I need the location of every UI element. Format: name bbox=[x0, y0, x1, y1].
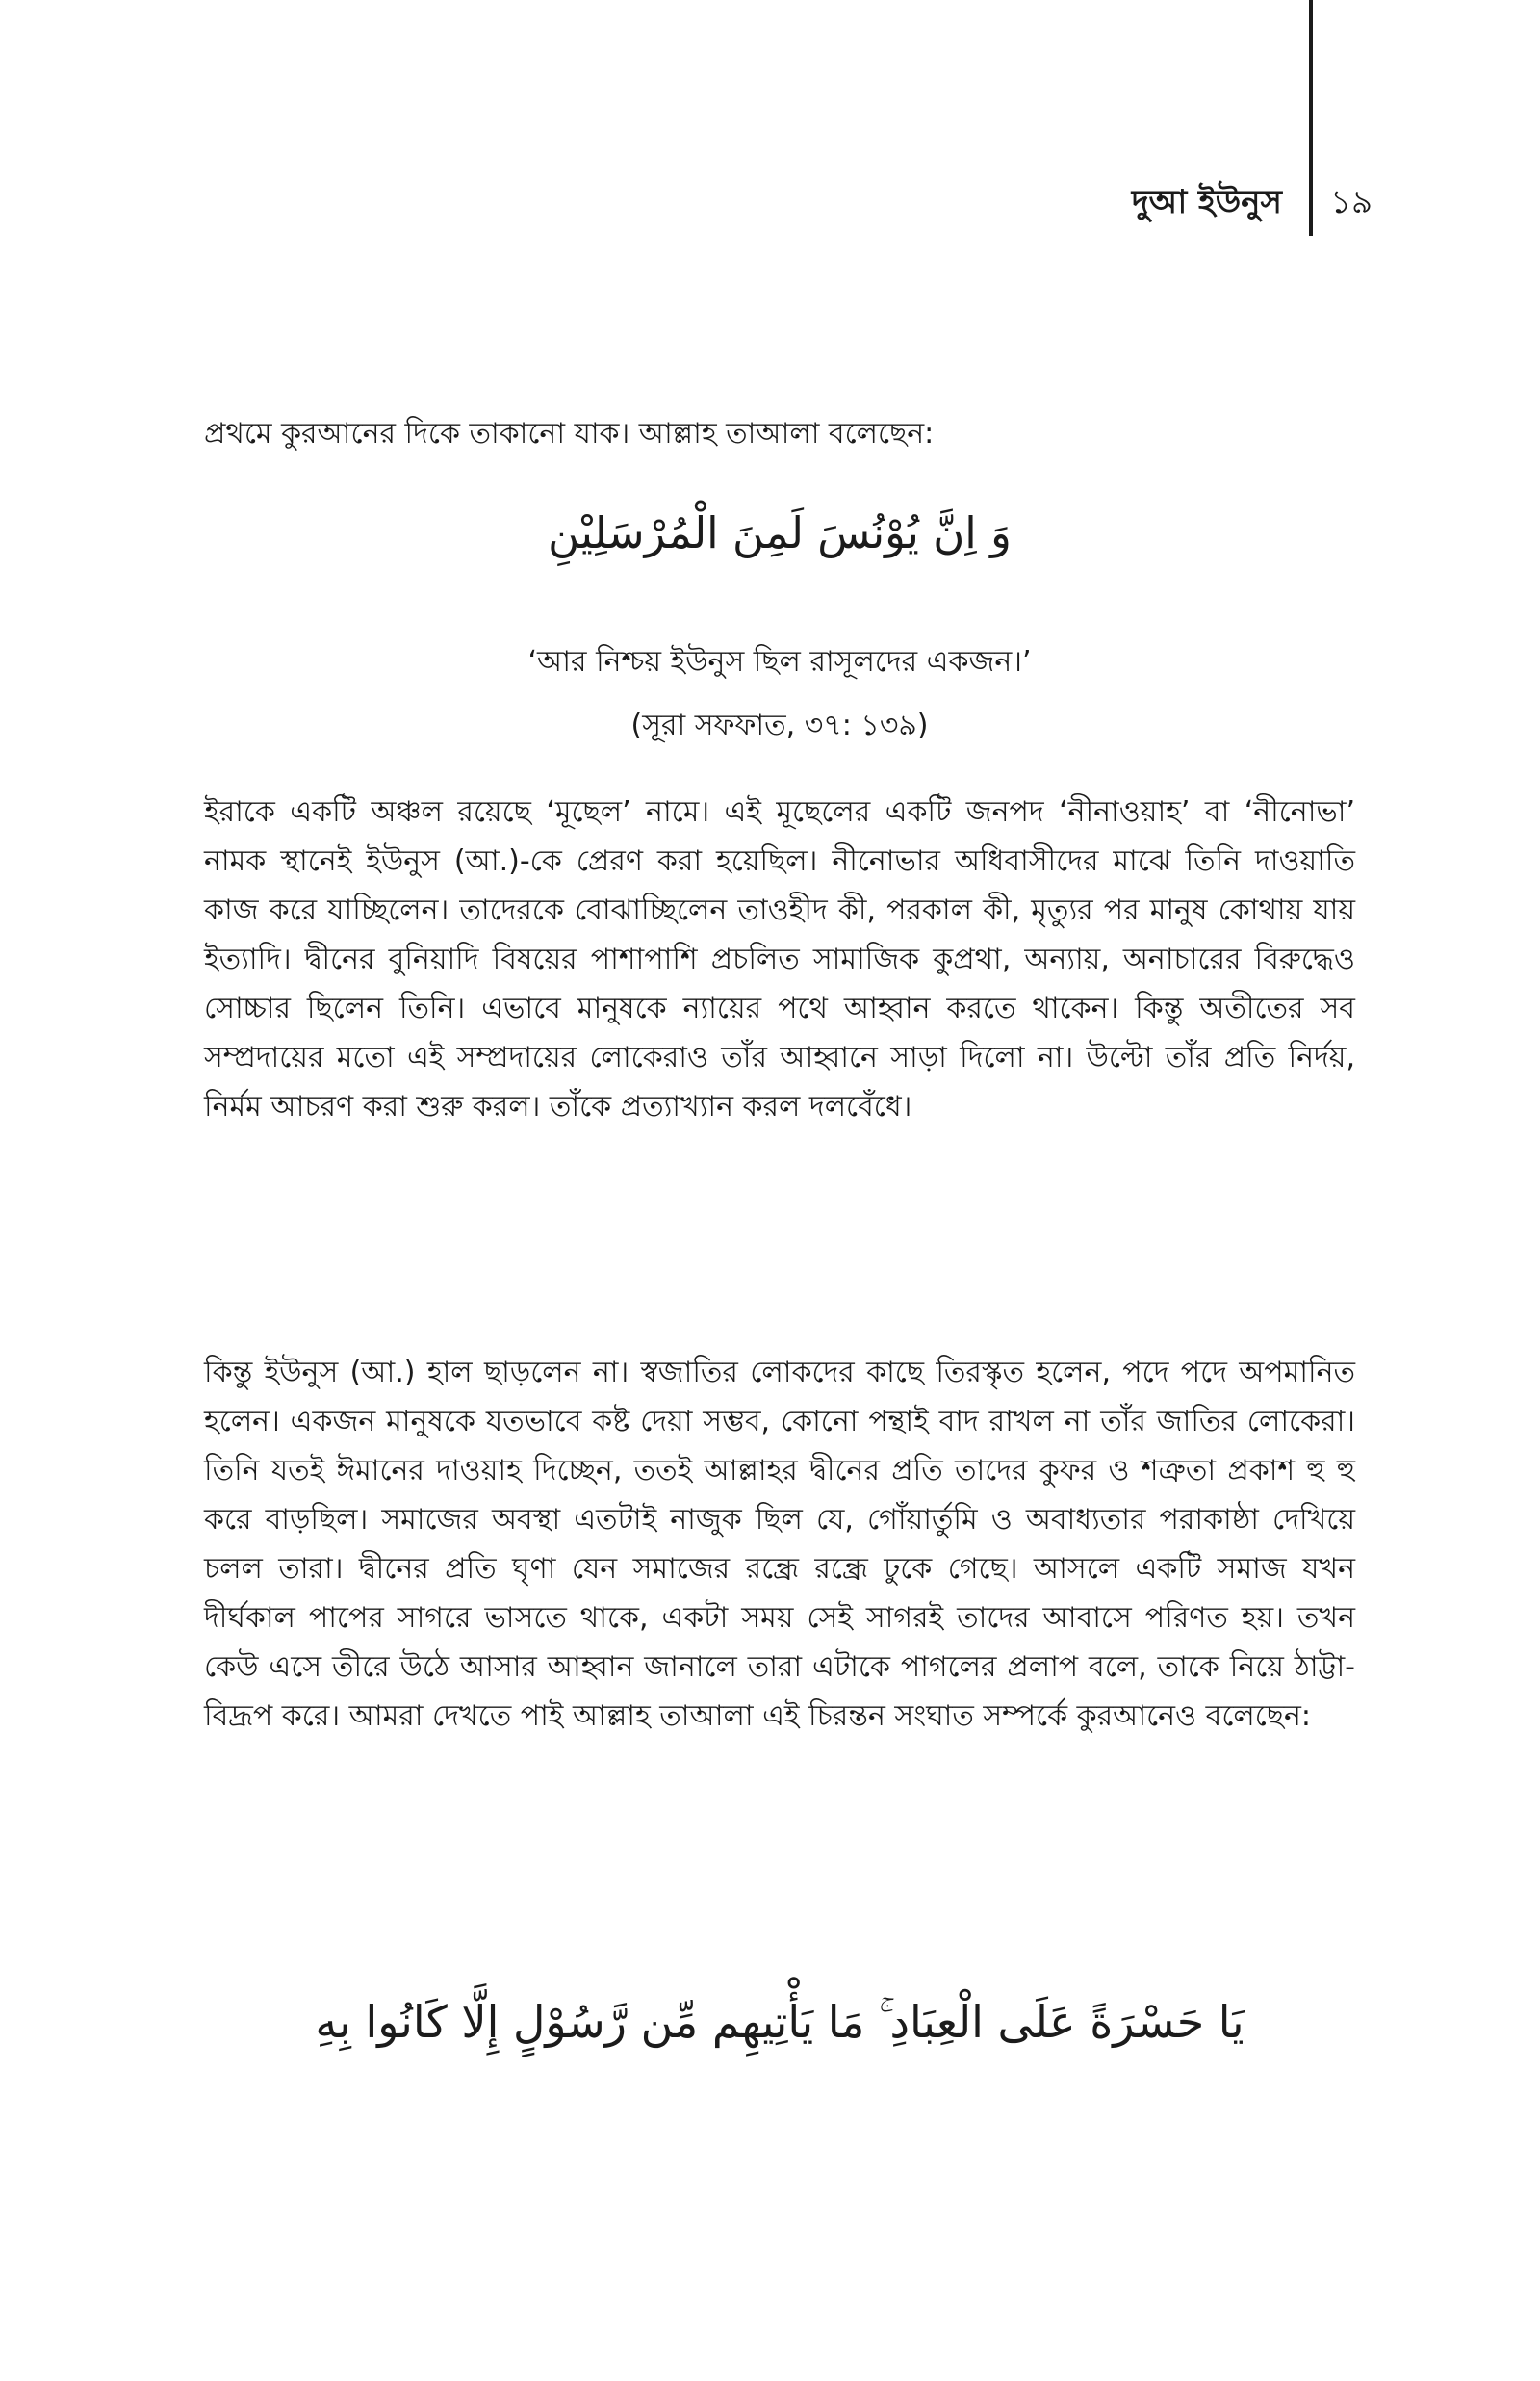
verse-reference: (সূরা সফফাত, ৩৭: ১৩৯) bbox=[630, 709, 929, 742]
arabic-verse-1: وَ اِنَّ يُوْنُسَ لَمِنَ الْمُرْسَلِيْنِ bbox=[548, 507, 1012, 558]
verse-translation: ‘আর নিশ্চয় ইউনুস ছিল রাসূলদের একজন।’ bbox=[527, 645, 1032, 679]
arabic-verse-2: يَا حَسْرَةً عَلَى الْعِبَادِ ۚ مَا يَأْتِيهِم مِّن رَّسُوْلٍ إِلَّا كَانُوا بِهِ bbox=[315, 1996, 1245, 2048]
running-header-title: দুআ ইউনুস bbox=[1131, 183, 1282, 221]
paragraph-2: কিন্তু ইউনুস (আ.) হাল ছাড়লেন না। স্বজাতির লোকদের কাছে তিরস্কৃত হলেন, পদে পদে অপমানিত হলেন। একজন মানুষকে যতভাবে কষ্ট দেয়া সম্ভব, কোনো পন্থাই বাদ রাখল না তাঁর জাতির লোকেরা। তিনি যতই ঈমানের দাওয়াহ দিচ্ছেন, ততই আল্লাহর দ্বীনের প্রতি তাদের কুফর ও শত্রুতা প্রকাশ হু হু করে বাড়ছিল। সমাজের অবস্থা এতটাই নাজুক ছিল যে, গোঁয়ার্তুমি ও অবাধ্যতার পরাকাষ্ঠা দেখিয়ে চলল তারা। দ্বীনের প্রতি ঘৃণা যেন সমাজের রন্ধ্রে রন্ধ্রে ঢুকে গেছে। আসলে একটি সমাজ যখন দীর্ঘকাল পাপের সাগরে ভাসতে থাকে, একটা সময় সেই সাগরই তাদের আবাসে পরিণত হয়। তখন কেউ এসে তীরে উঠে আসার আহ্বান জানালে তারা এটাকে পাগলের প্রলাপ বলে, তাকে নিয়ে ঠাট্টা-বিদ্রূপ করে। আমরা দেখতে পাই আল্লাহ তাআলা এই চিরন্তন সংঘাত সম্পর্কে কুরআনেও বলেছেন: bbox=[204, 1356, 1355, 1733]
header-divider bbox=[1309, 0, 1313, 236]
intro-text: প্রথমে কুরআনের দিকে তাকানো যাক। আল্লাহ তাআলা বলেছেন: bbox=[204, 417, 935, 451]
paragraph-1: ইরাকে একটি অঞ্চল রয়েছে ‘মূছেল’ নামে। এই মূছেলের একটি জনপদ ‘নীনাওয়াহ’ বা ‘নীনোভা’ নামক স্থানেই ইউনুস (আ.)-কে প্রেরণ করা হয়েছিল। নীনোভার অধিবাসীদের মাঝে তিনি দাওয়াতি কাজ করে যাচ্ছিলেন। তাদেরকে বোঝাচ্ছিলেন তাওহীদ কী, পরকাল কী, মৃত্যুর পর মানুষ কোথায় যায় ইত্যাদি। দ্বীনের বুনিয়াদি বিষয়ের পাশাপাশি প্রচলিত সামাজিক কুপ্রথা, অন্যায়, অনাচারের বিরুদ্ধেও সোচ্চার ছিলেন তিনি। এভাবে মানুষকে ন্যায়ের পথে আহ্বান করতে থাকেন। কিন্তু অতীতের সব সম্প্রদায়ের মতো এই সম্প্রদায়ের লোকেরাও তাঁর আহ্বানে সাড়া দিলো না। উল্টো তাঁর প্রতি নির্দয়, নির্মম আচরণ করা শুরু করল। তাঁকে প্রত্যাখ্যান করল দলবেঁধে। bbox=[204, 795, 1355, 1124]
page-number: ১৯ bbox=[1330, 183, 1373, 221]
